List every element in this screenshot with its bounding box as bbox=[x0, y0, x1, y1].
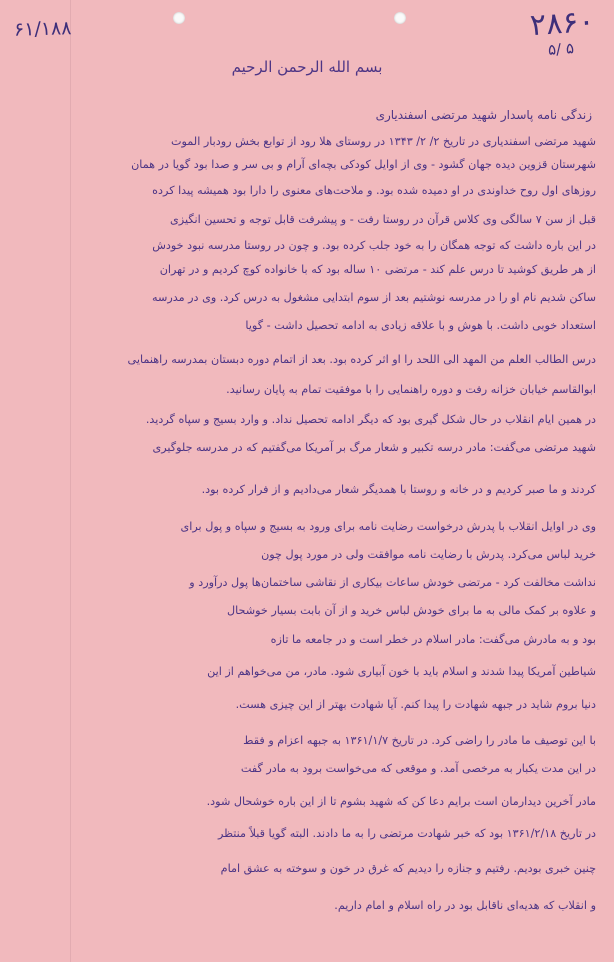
text-line: استعداد خوبی داشت. با هوش و با علاقه زیادی به ادامه تحصیل داشت - گویا bbox=[245, 319, 596, 332]
text-line: در همین ایام انقلاب در حال شکل گیری بود که دیگر ادامه تحصیل نداد. و وارد بسیج و سپاه گردید. bbox=[145, 413, 596, 426]
text-line: و انقلاب که هدیه‌ای ناقابل بود در راه اسلام و امام داریم. bbox=[334, 899, 596, 912]
text-line: نداشت مخالفت کرد - مرتضی خودش ساعات بیکاری از نقاشی ساختمان‌ها پول درآورد و bbox=[189, 576, 596, 589]
text-line: ساکن شدیم نام او را در مدرسه نوشتیم بعد از سوم ابتدایی مشغول به درس کرد. وی در مدرسه bbox=[151, 291, 596, 304]
text-line: ابوالقاسم خیابان خزانه رفت و دوره راهنمایی را با موفقیت تمام به پایان رسانید. bbox=[226, 383, 596, 396]
text-line: و علاوه بر کمک مالی به ما برای خودش لباس خرید و از آن بابت بسیار خوشحال bbox=[226, 604, 596, 617]
reference-number: ۶۱/۱۸۸ bbox=[13, 17, 72, 41]
text-line: چنین خبری بودیم. رفتیم و جنازه را دیدیم که غرق در خون و سوخته به عشق امام bbox=[220, 862, 596, 875]
text-line: بود و به مادرش می‌گفت: مادر اسلام در خطر است و در جامعه ما تازه bbox=[270, 633, 596, 646]
text-line: در این مدت یکبار به مرخصی آمد. و موقعی که می‌خواست برود به مادر گفت bbox=[240, 762, 596, 775]
text-line: شیاطین آمریکا پیدا شدند و اسلام باید با خون آبیاری شود. مادر، من می‌خواهم از این bbox=[207, 665, 596, 678]
document-title: زندگی نامه پاسدار شهید مرتضی اسفندیاری bbox=[375, 108, 592, 122]
text-line: روزهای اول روح خداوندی در او دمیده شده بود. و ملاحت‌های معنوی را دارا بود همیشه پیدا کرده bbox=[152, 184, 596, 197]
text-line: در این باره داشت که توجه همگان را به خود جلب کرده بود. و چون در روستا مدرسه نبود خودش bbox=[152, 239, 596, 252]
document-sub-number: ۵/ ۵ bbox=[547, 39, 575, 59]
text-line: وی در اوایل انقلاب با پدرش درخواست رضایت نامه برای ورود به بسیج و سپاه و پول برای bbox=[180, 520, 596, 533]
text-line: کردند و ما صبر کردیم و در خانه و روستا با همدیگر شعار می‌دادیم و از فرار کرده بود. bbox=[201, 483, 596, 496]
text-line: شهرستان قزوین دیده جهان گشود - وی از اوایل کودکی بچه‌ای آرام و بی سر و صدا بود گویا در همان bbox=[131, 158, 596, 171]
text-line: قبل از سن ۷ سالگی وی کلاس قرآن در روستا رفت - و پیشرفت قابل توجه و تحسین انگیزی bbox=[170, 213, 596, 226]
document-number: ۲۸۶۰ bbox=[528, 3, 596, 44]
text-line: با این توصیف ما مادر را راضی کرد. در تاریخ ۱۳۶۱/۱/۷ به جبهه اعزام و فقط bbox=[243, 734, 596, 747]
text-line: از هر طریق کوشید تا درس علم کند - مرتضی ۱۰ ساله بود که با خانواده کوچ کردیم و در تهران bbox=[159, 263, 596, 276]
text-line: شهید مرتضی می‌گفت: مادر درسه تکبیر و شعار مرگ بر آمریکا می‌گفتیم که در مدرسه جلوگیری bbox=[152, 441, 596, 454]
text-line: شهید مرتضی اسفندیاری در تاریخ ۲/ ۲/ ۱۳۴۳ در روستای هلا رود از توابع بخش رودبار الموت bbox=[171, 135, 596, 148]
text-line: خرید لباس می‌کرد. پدرش با رضایت نامه موافقت ولی در مورد پول چون bbox=[261, 548, 596, 561]
punch-hole-left bbox=[173, 12, 185, 24]
bismillah-heading: بسم الله الرحمن الرحیم bbox=[231, 58, 383, 76]
punch-hole-right bbox=[394, 12, 406, 24]
text-line: دنیا بروم شاید در جبهه شهادت را پیدا کنم. آیا شهادت بهتر از این چیزی هست. bbox=[235, 698, 596, 711]
text-line: درس الطالب العلم من المهد الی اللحد را او اثر کرده بود. بعد از اتمام دوره دبستان بمدرسه راهنمایی bbox=[127, 353, 596, 366]
text-line: مادر آخرین دیدارمان است برایم دعا کن که شهید بشوم تا از این باره خوشحال شود. bbox=[206, 795, 596, 808]
text-line: در تاریخ ۱۳۶۱/۲/۱۸ بود که خبر شهادت مرتضی را به ما دادند. البته گویا قبلاً منتظر bbox=[217, 827, 596, 840]
